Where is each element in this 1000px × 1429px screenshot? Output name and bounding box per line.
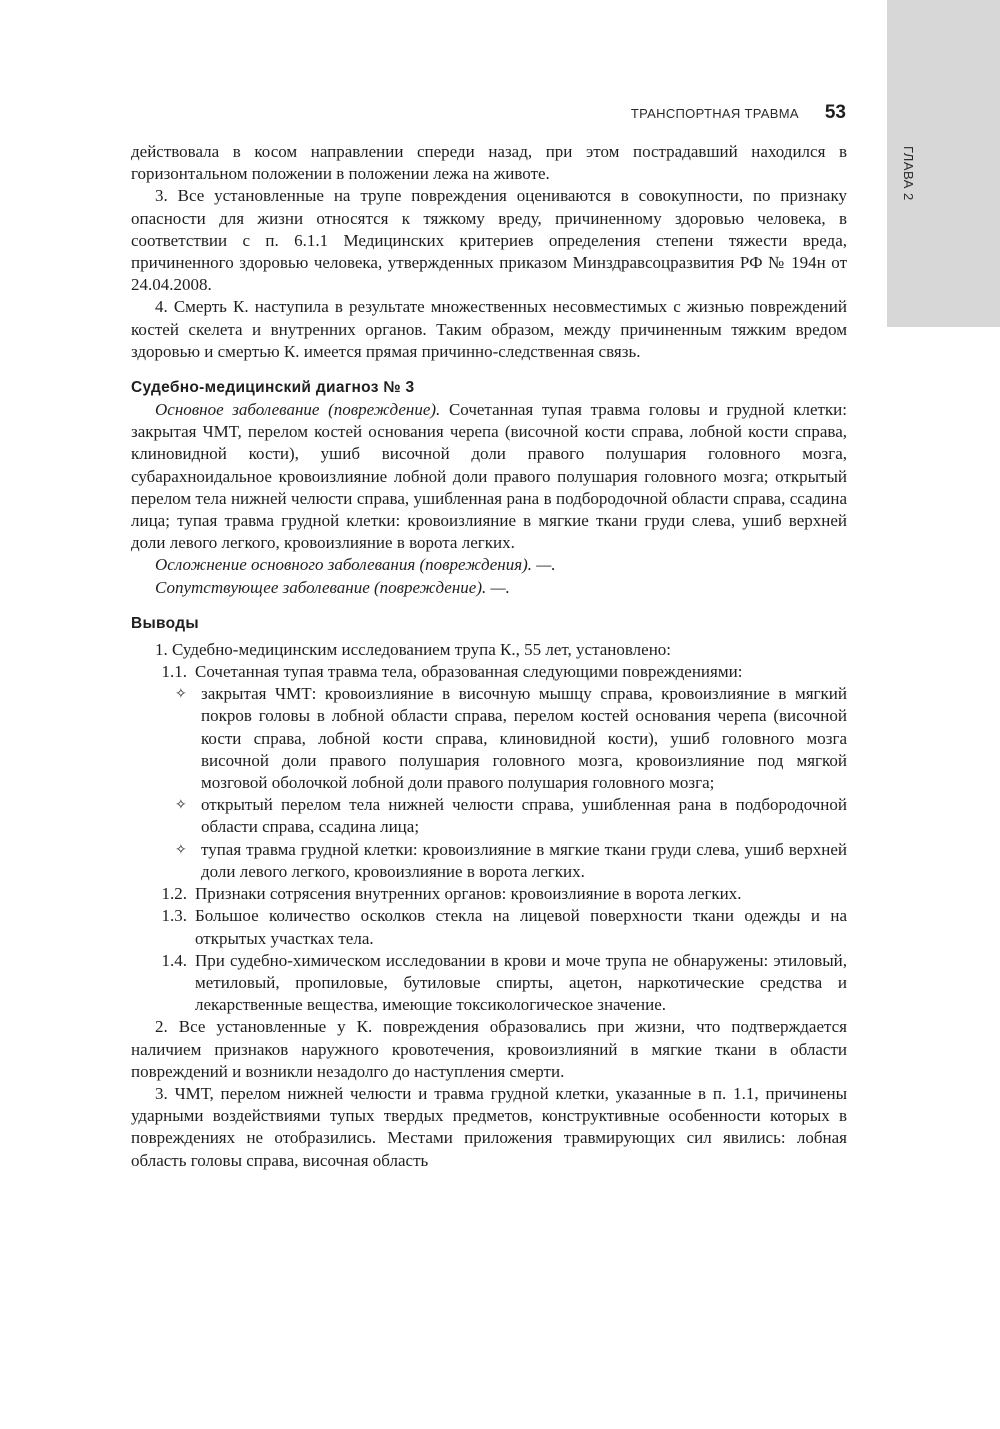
subitem-number: 1.4.: [161, 950, 187, 970]
bullet-text: закрытая ЧМТ: кровоизлияние в височную мышцу справа, кровоизлияние в мягкий покров головы в лобной области справа, перелом костей основания черепа (височной кости справа, лобной кости справа, клиновидной кости), ушиб головного мозга височной доли правого полушария головного мозга, кровоизлияние под мягкой мозговой оболочкой лобной доли правого полушария головного мозга;: [201, 684, 847, 793]
intro-paragraph-1: действовала в косом направлении спереди назад, при этом пострадавший находился в горизонтальном положении в положении лежа на животе.: [131, 142, 847, 184]
subitem-number: 1.2.: [161, 884, 187, 904]
intro-paragraph-3: 4. Смерть К. наступила в результате множественных несовместимых с жизнью повреждений костей скелета и внутренних органов. Таким образом, между причиненным тяжким вредом здоровью и смертью К. имеется прямая причинно-следственная связь.: [131, 297, 847, 361]
page-number: 53: [824, 102, 846, 123]
conclusion-subitem: [131, 905, 847, 949]
diagnosis-heading: Судебно-медицинский диагноз № 3: [131, 379, 415, 397]
diagnosis-complication: Осложнение основного заболевания (повреждения). —.: [155, 555, 556, 575]
subitem-text: Большое количество осколков стекла на лицевой поверхности ткани одежды и на открытых участках тела.: [195, 906, 847, 948]
page-content: [131, 141, 847, 1172]
bullet-item: [131, 839, 847, 883]
running-header: [560, 102, 846, 132]
conclusion-item-3: 3. ЧМТ, перелом нижней челюсти и травма грудной клетки, указанные в п. 1.1, причинены ударными воздействиями тупых твердых предметов, конструктивные особенности которых в повреждениях не отобразились. Местами приложения травмирующих сил явились: лобная область головы справа, височная область: [131, 1083, 847, 1170]
conclusion-subitem: [131, 883, 847, 905]
bullet-item: [131, 794, 847, 838]
running-title: ТРАНСПОРТНАЯ ТРАВМА: [630, 106, 799, 121]
conclusion-item-2: 2. Все установленные у К. повреждения образовались при жизни, что подтверждается наличием признаков наружного кровотечения, кровоизлияний в мягкие ткани в области повреждений и возникли незадолго до наступления смерти.: [131, 1017, 847, 1081]
bullet-text: открытый перелом тела нижней челюсти справа, ушибленная рана в подбородочной области справа, ссадина лица;: [201, 795, 847, 837]
diagnosis-main: [131, 399, 847, 554]
diagnosis-concomitant: Сопутствующее заболевание (повреждение). —.: [155, 577, 510, 597]
subitem-text: При судебно-химическом исследовании в крови и моче трупа не обнаружены: этиловый, метиловый, пропиловые, бутиловые спирты, ацетон, наркотические средства и лекарственные вещества, имеющие токсикологическое значение.: [195, 950, 847, 1015]
subitem-text: Признаки сотрясения внутренних органов: кровоизлияние в ворота легких.: [195, 884, 742, 904]
conclusion-item-1: 1. Судебно-медицинским исследованием трупа К., 55 лет, установлено:: [155, 639, 672, 659]
diamond-bullet-icon: ✧: [175, 797, 187, 814]
diamond-bullet-icon: ✧: [175, 841, 187, 858]
diagnosis-main-text: Сочетанная тупая травма головы и грудной клетки: закрытая ЧМТ, перелом костей основания черепа (височной кости справа, лобной кости справа, клиновидной кости), ушиб височной доли правого полушария головного мозга, субарахноидальное кровоизлияние лобной доли правого полушария головного мозга; открытый перелом тела нижней челюсти справа, ушибленная рана в подбородочной области справа, ссадина лица; тупая травма грудной клетки: кровоизлияние в мягкие ткани груди слева, ушиб верхней доли левого легкого, кровоизлияние в ворота легких.: [131, 400, 848, 553]
subitem-number: 1.3.: [161, 906, 187, 926]
conclusion-subitem: [131, 661, 847, 683]
intro-paragraph-2: 3. Все установленные на трупе повреждения оцениваются в совокупности, по признаку опасности для жизни относятся к тяжкому вреду, причиненному здоровью человека, в соответствии с п. 6.1.1 Медицинских критериев определения степени тяжести вреда, причиненного здоровью человека, утвержденных приказом Минздравсоцразвития РФ № 194н от 24.04.2008.: [131, 186, 847, 295]
chapter-tab-label: ГЛАВА 2: [901, 146, 916, 201]
bullet-text: тупая травма грудной клетки: кровоизлияние в мягкие ткани груди слева, ушиб верхней доли левого легкого, кровоизлияние в ворота легких.: [201, 839, 847, 881]
bullet-item: [131, 683, 847, 794]
conclusions-heading: Выводы: [131, 614, 199, 632]
subitem-number: 1.1.: [161, 662, 187, 682]
subitem-text: Сочетанная тупая травма тела, образованная следующими повреждениями:: [195, 662, 743, 682]
conclusion-subitem: [131, 950, 847, 1017]
diamond-bullet-icon: ✧: [175, 686, 187, 703]
diagnosis-main-label: Основное заболевание (повреждение).: [155, 400, 441, 420]
